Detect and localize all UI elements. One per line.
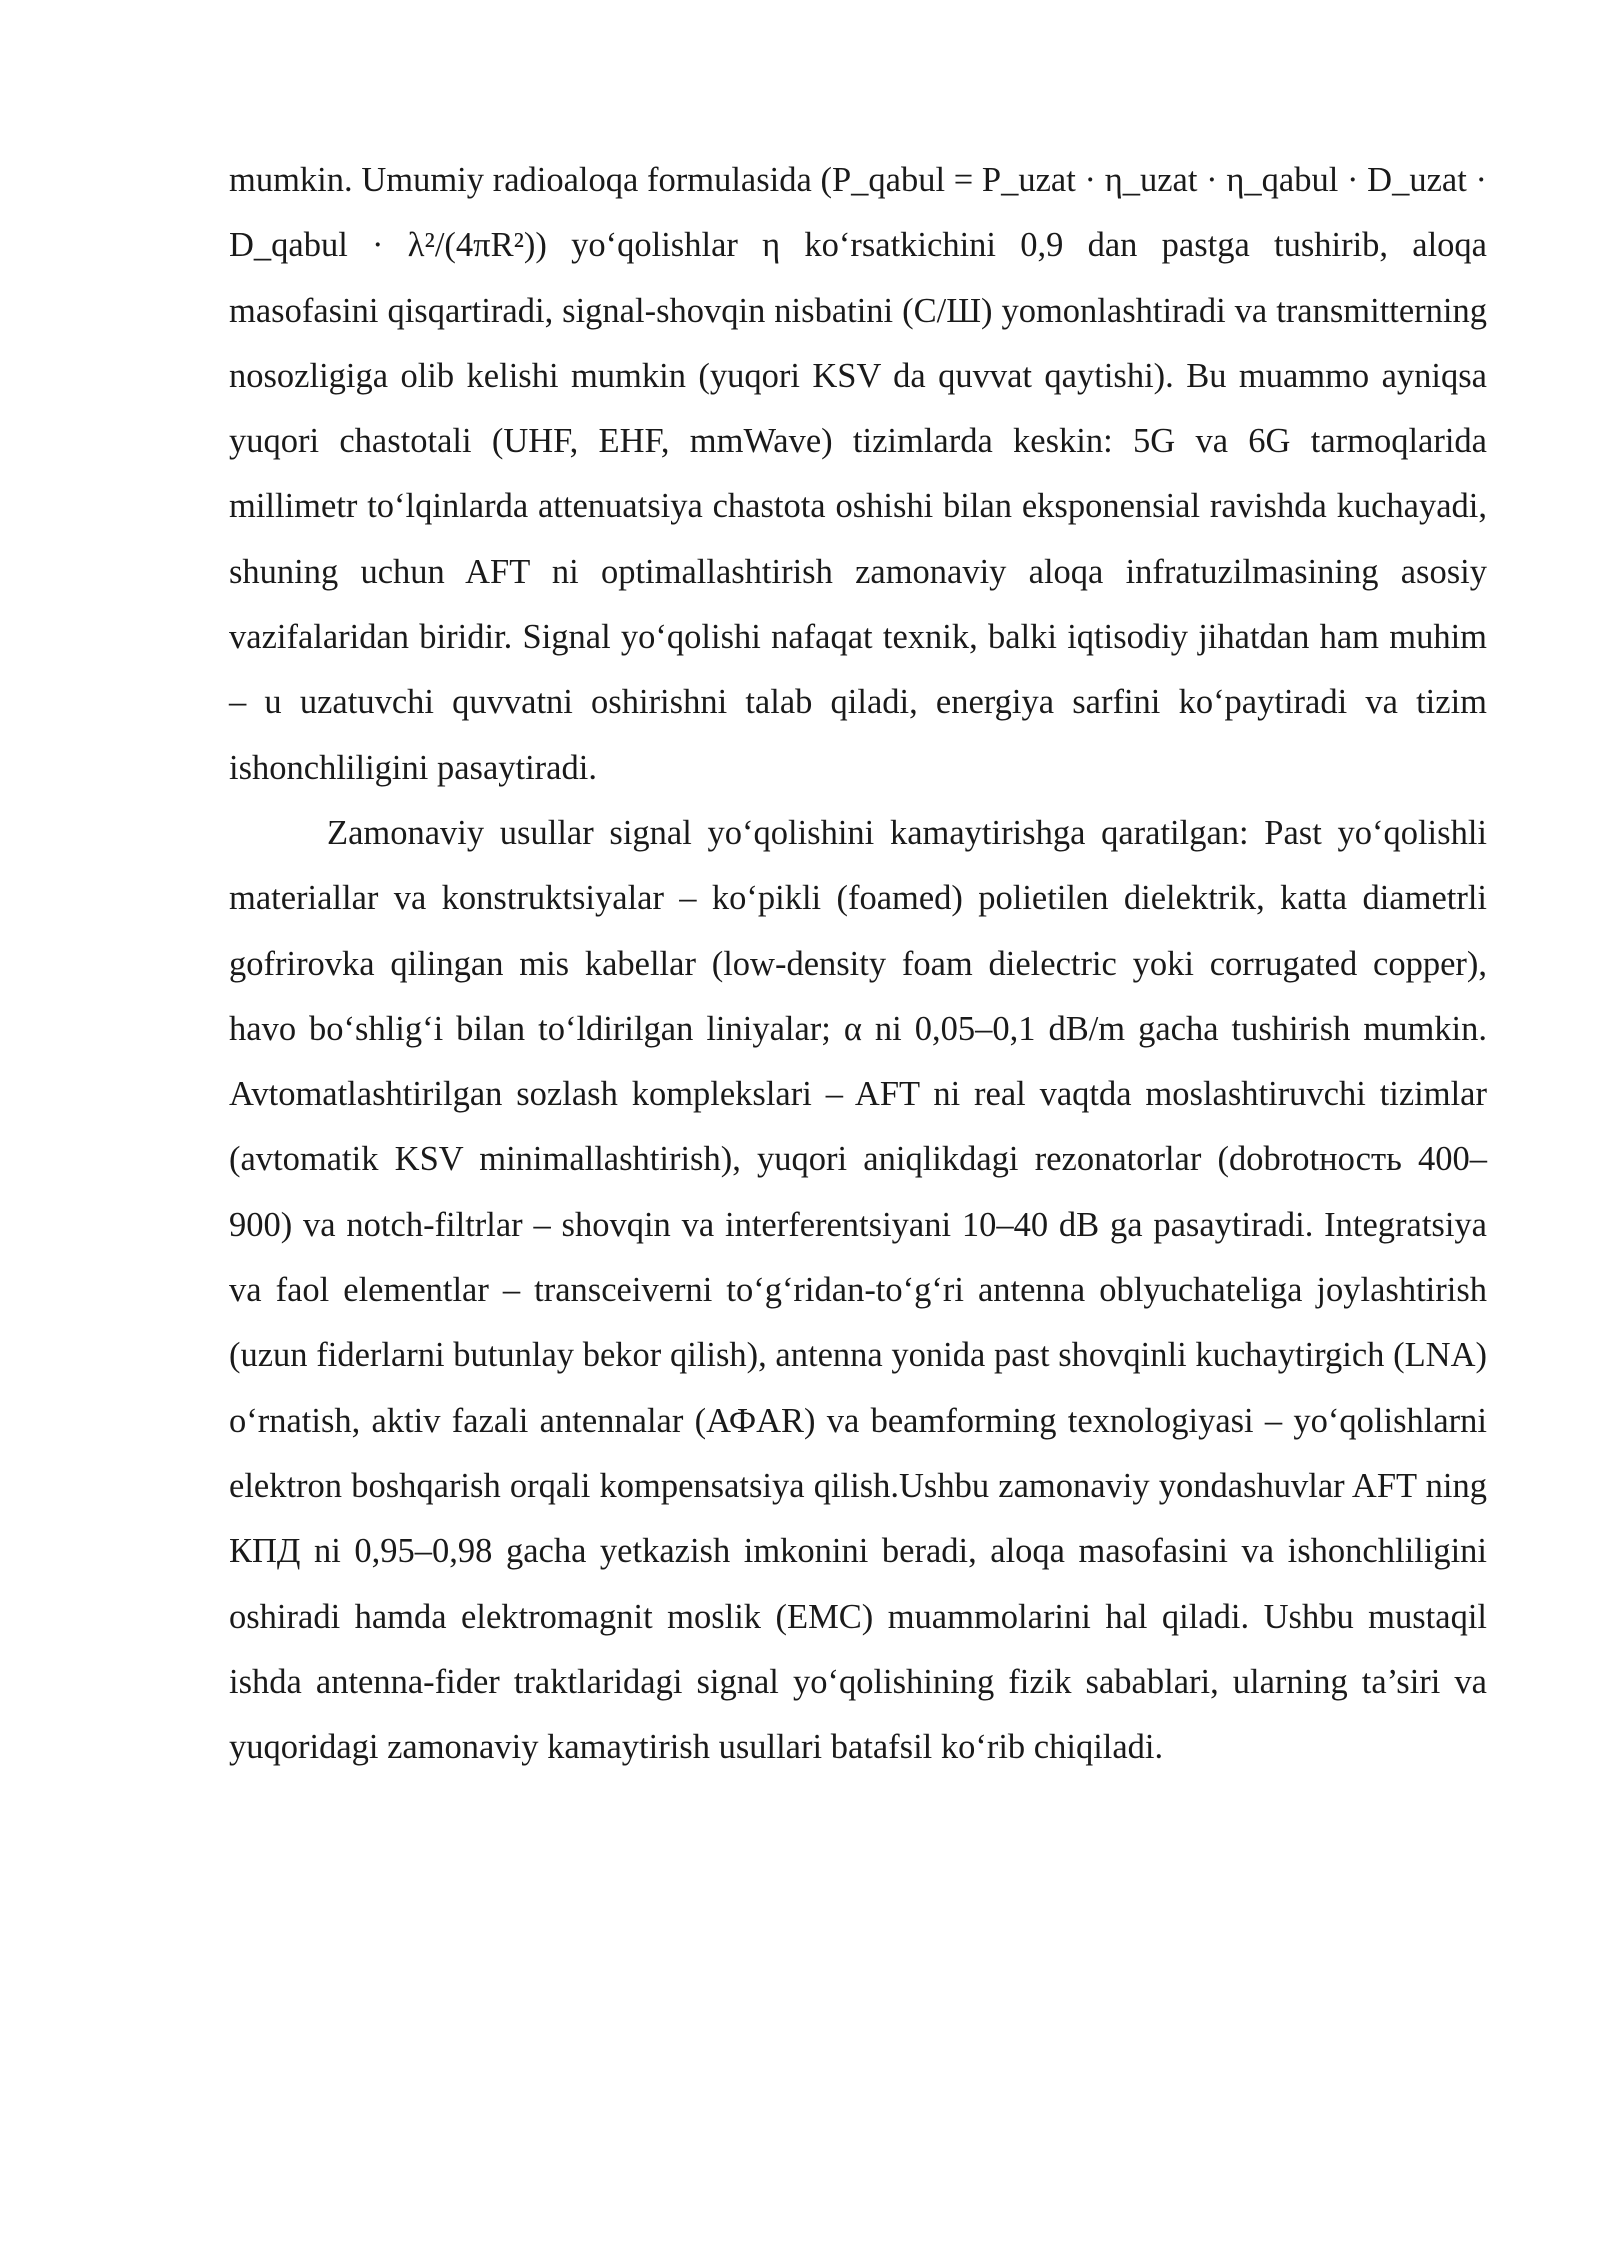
- paragraph-modern-methods: Zamonaviy usullar signal yo‘qolishini kamaytirishga qaratilgan: Past yo‘qolishli materiallar va konstruktsiyalar – ko‘pikli (foamed) polietilen dielektrik, katta diametrli gofrirovka qilingan mis kabellar (low-density foam dielectric yoki corrugated copper), havo bo‘shlig‘i bilan to‘ldirilgan liniyalar; α ni 0,05–0,1 dB/m gacha tushirish mumkin. Avtomatlashtirilgan sozlash komplekslari – AFT ni real vaqtda moslashtiruvchi tizimlar (avtomatik KSV minimallashtirish), yuqori aniqlikdagi rezonatorlar (dobrotность 400–900) va notch-filtrlar – shovqin va interferentsiyani 10–40 dB ga pasaytiradi. Integratsiya va faol elementlar – transceiverni to‘g‘ridan-to‘g‘ri antenna oblyuchateliga joylashtirish (uzun fiderlarni butunlay bekor qilish), antenna yonida past shovqinli kuchaytirgich (LNA) o‘rnatish, aktiv fazali antennalar (АФAR) va beamforming texnologiyasi – yo‘qolishlarni elektron boshqarish orqali kompensatsiya qilish.Ushbu zamonaviy yondashuvlar AFT ning КПД ni 0,95–0,98 gacha yetkazish imkonini beradi, aloqa masofasini va ishonchliligini oshiradi hamda elektromagnit moslik (EMC) muammolarini hal qiladi. Ushbu mustaqil ishda antenna-fider traktlaridagi signal yo‘qolishining fizik sabablari, ularning ta’siri va yuqoridagi zamonaviy kamaytirish usullari batafsil ko‘rib chiqiladi.: [229, 813, 1487, 1767]
- body-text: [229, 148, 1487, 1780]
- paragraph-continued: mumkin. Umumiy radioaloqa formulasida (P_qabul = P_uzat · η_uzat · η_qabul · D_uzat · D_qabul · λ²/(4πR²)) yo‘qolishlar η ko‘rsatkichini 0,9 dan pastga tushirib, aloqa masofasini qisqartiradi, signal-shovqin nisbatini (С/Ш) yomonlashtiradi va transmitterning nosozligiga olib kelishi mumkin (yuqori KSV da quvvat qaytishi). Bu muammo ayniqsa yuqori chastotali (UHF, EHF, mmWave) tizimlarda keskin: 5G va 6G tarmoqlarida millimetr to‘lqinlarda attenuatsiya chastota oshishi bilan eksponensial ravishda kuchayadi, shuning uchun AFT ni optimallashtirish zamonaviy aloqa infratuzilmasining asosiy vazifalaridan biridir. Signal yo‘qolishi nafaqat texnik, balki iqtisodiy jihatdan ham muhim – u uzatuvchi quvvatni oshirishni talab qiladi, energiya sarfini ko‘paytiradi va tizim ishonchliligini pasaytiradi.: [229, 161, 1487, 787]
